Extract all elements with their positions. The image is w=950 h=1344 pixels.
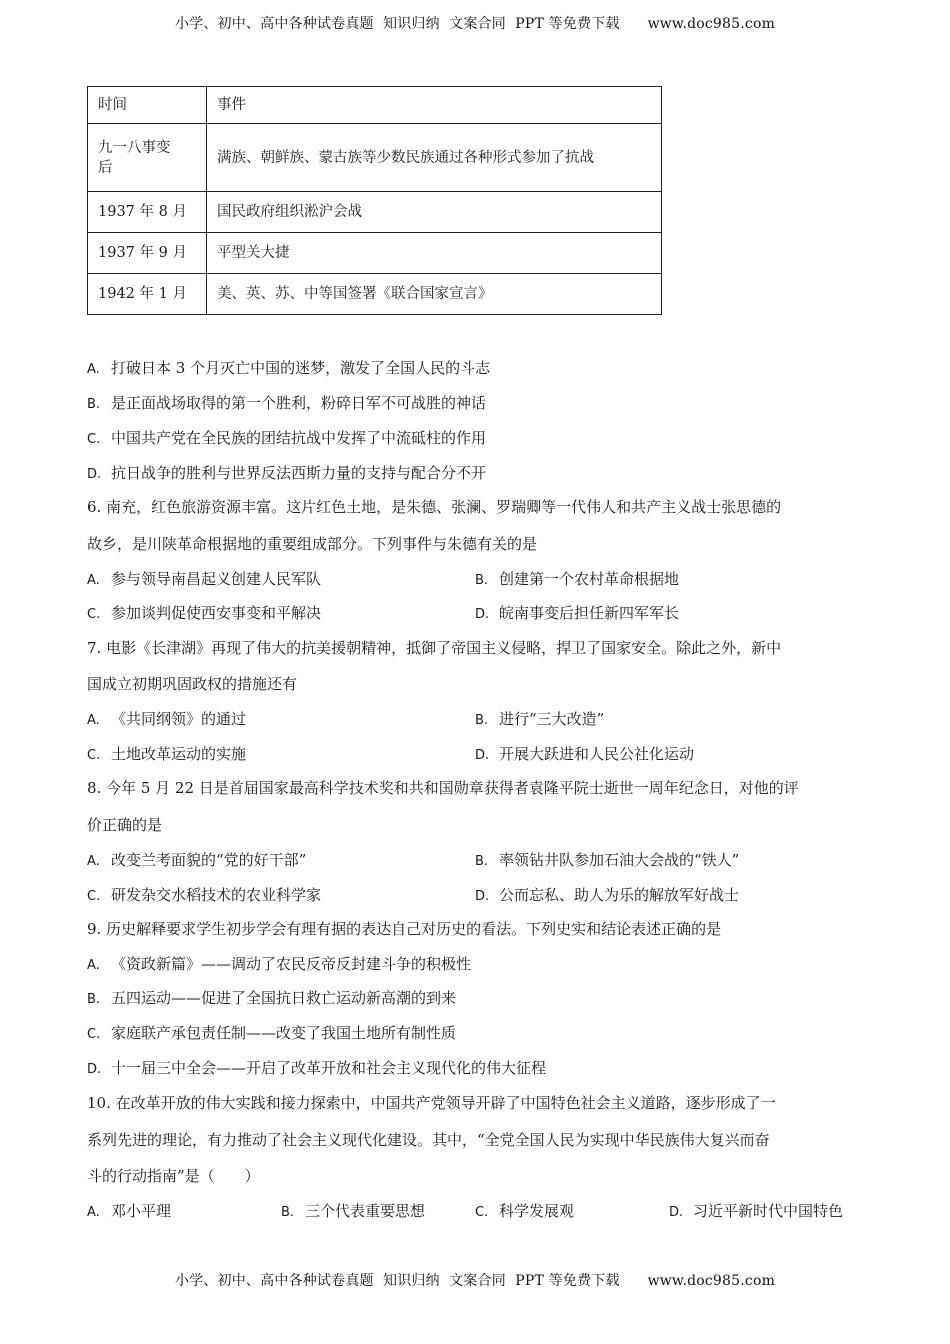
q8-option-c[interactable] xyxy=(87,885,321,907)
option-label: C. xyxy=(87,432,101,447)
option-text: 改变兰考面貌的“党的好干部” xyxy=(111,851,307,869)
q10-option-c[interactable] xyxy=(475,1201,574,1223)
q9-option-a[interactable] xyxy=(87,954,471,976)
option-text: 习近平新时代中国特色 xyxy=(693,1202,844,1220)
option-text: 参加谈判促使西安事变和平解决 xyxy=(111,604,322,622)
option-label: C. xyxy=(87,607,101,622)
option-text: 率领钻井队参加石油大会战的“铁人” xyxy=(499,851,740,869)
q7-stem-line1: 7. 电影《长津湖》再现了伟大的抗美援朝精神，抵御了帝国主义侵略，捍卫了国家安全。除此之外，新中 xyxy=(87,639,782,657)
table-cell-time-line1: 九一八事变 xyxy=(98,139,171,156)
option-label: B. xyxy=(475,854,489,869)
option-text: 开展大跃进和人民公社化运动 xyxy=(499,745,695,763)
events-table xyxy=(87,86,662,315)
table-row xyxy=(88,233,662,274)
option-label: B. xyxy=(87,397,101,412)
option-text: 五四运动——促进了全国抗日救亡运动新高潮的到来 xyxy=(111,989,457,1007)
page-header: 小学、初中、高中各种试卷真题 知识归纳 文案合同 PPT 等免费下载 www.doc985.com xyxy=(174,16,776,32)
q8-stem-line2: 价正确的是 xyxy=(87,816,163,834)
table-header-row xyxy=(88,87,662,124)
option-text: 是正面战场取得的第一个胜利，粉碎日军不可战胜的神话 xyxy=(111,394,487,412)
option-label: D. xyxy=(475,748,490,763)
q9-option-b[interactable] xyxy=(87,988,456,1010)
q5-option-d[interactable] xyxy=(87,463,486,485)
q7-option-d[interactable] xyxy=(475,744,694,766)
option-label: D. xyxy=(87,467,102,482)
option-label: D. xyxy=(475,607,490,622)
table-cell-time: 1942 年 1 月 xyxy=(88,274,207,315)
option-text: 科学发展观 xyxy=(499,1202,575,1220)
option-text: 《共同纲领》的通过 xyxy=(111,710,247,728)
option-text: 打破日本 3 个月灭亡中国的迷梦，激发了全国人民的斗志 xyxy=(111,359,491,377)
option-text: 抗日战争的胜利与世界反法西斯力量的支持与配合分不开 xyxy=(111,464,487,482)
q10-stem-line3: 斗的行动指南”是（ ） xyxy=(87,1167,260,1185)
option-label: A. xyxy=(87,854,100,869)
table-cell-event: 国民政府组织淞沪会战 xyxy=(207,192,662,233)
q6-option-a[interactable] xyxy=(87,569,321,591)
q7-option-b[interactable] xyxy=(475,709,604,731)
table-header-event: 事件 xyxy=(207,87,662,124)
option-label: D. xyxy=(87,1062,102,1077)
option-text: 创建第一个农村革命根据地 xyxy=(499,570,680,588)
option-label: A. xyxy=(87,573,100,588)
option-label: B. xyxy=(87,992,101,1007)
table-row xyxy=(88,192,662,233)
q8-option-b[interactable] xyxy=(475,850,739,872)
option-label: D. xyxy=(669,1205,684,1220)
option-label: B. xyxy=(475,713,489,728)
option-label: C. xyxy=(475,1205,489,1220)
q7-option-c[interactable] xyxy=(87,744,246,766)
option-label: B. xyxy=(281,1205,295,1220)
q7-option-a[interactable] xyxy=(87,709,246,731)
table-cell-time: 1937 年 8 月 xyxy=(88,192,207,233)
table-cell-event: 美、英、苏、中等国签署《联合国家宣言》 xyxy=(207,274,662,315)
q5-option-c[interactable] xyxy=(87,428,486,450)
option-label: C. xyxy=(87,1027,101,1042)
q10-stem-line2: 系列先进的理论，有力推动了社会主义现代化建设。其中，“全党全国人民为实现中华民族伟大复兴而奋 xyxy=(87,1131,770,1149)
q6-option-b[interactable] xyxy=(475,569,679,591)
q9-option-c[interactable] xyxy=(87,1023,456,1045)
q6-stem-line2: 故乡，是川陕革命根据地的重要组成部分。下列事件与朱德有关的是 xyxy=(87,535,538,553)
table-row xyxy=(88,124,662,192)
q8-stem-line1: 8. 今年 5 月 22 日是首届国家最高科学技术奖和共和国勋章获得者袁隆平院士逝世一周年纪念日，对他的评 xyxy=(87,779,799,797)
q9-option-d[interactable] xyxy=(87,1058,546,1080)
table-cell-time: 1937 年 9 月 xyxy=(88,233,207,274)
q5-option-a[interactable] xyxy=(87,358,490,380)
option-text: 三个代表重要思想 xyxy=(305,1202,426,1220)
table-cell-event: 满族、朝鲜族、蒙古族等少数民族通过各种形式参加了抗战 xyxy=(207,124,662,192)
q6-option-c[interactable] xyxy=(87,603,321,625)
page-footer: 小学、初中、高中各种试卷真题 知识归纳 文案合同 PPT 等免费下载 www.doc985.com xyxy=(174,1273,776,1289)
option-label: C. xyxy=(87,889,101,904)
option-text: 《资政新篇》——调动了农民反帝反封建斗争的积极性 xyxy=(111,955,472,973)
q5-option-b[interactable] xyxy=(87,393,486,415)
option-text: 皖南事变后担任新四军军长 xyxy=(499,604,680,622)
option-text: 参与领导南昌起义创建人民军队 xyxy=(111,570,322,588)
table-cell-time xyxy=(88,124,207,192)
option-label: A. xyxy=(87,362,100,377)
option-label: D. xyxy=(475,889,490,904)
q9-stem-line1: 9. 历史解释要求学生初步学会有理有据的表达自己对历史的看法。下列史实和结论表述正确的是 xyxy=(87,920,722,938)
option-label: A. xyxy=(87,958,100,973)
option-label: B. xyxy=(475,573,489,588)
q6-option-d[interactable] xyxy=(475,603,679,625)
q10-option-d[interactable] xyxy=(669,1201,843,1223)
table-row xyxy=(88,274,662,315)
option-text: 进行“三大改造” xyxy=(499,710,605,728)
option-label: A. xyxy=(87,713,100,728)
q6-stem-line1: 6. 南充，红色旅游资源丰富。这片红色土地，是朱德、张澜、罗瑞卿等一代伟人和共产主义战士张思德的 xyxy=(87,498,782,516)
option-text: 中国共产党在全民族的团结抗战中发挥了中流砥柱的作用 xyxy=(111,429,487,447)
table-header-time: 时间 xyxy=(88,87,207,124)
q8-option-d[interactable] xyxy=(475,885,739,907)
option-text: 研发杂交水稻技术的农业科学家 xyxy=(111,886,322,904)
q10-option-b[interactable] xyxy=(281,1201,425,1223)
option-label: A. xyxy=(87,1205,100,1220)
table-cell-event: 平型关大捷 xyxy=(207,233,662,274)
q7-stem-line2: 国成立初期巩固政权的措施还有 xyxy=(87,675,298,693)
q10-option-a[interactable] xyxy=(87,1201,171,1223)
option-label: C. xyxy=(87,748,101,763)
option-text: 土地改革运动的实施 xyxy=(111,745,247,763)
option-text: 邓小平理 xyxy=(111,1202,172,1220)
option-text: 十一届三中全会——开启了改革开放和社会主义现代化的伟大征程 xyxy=(111,1059,547,1077)
table-cell-time-line2: 后 xyxy=(98,159,113,176)
q10-stem-line1: 10. 在改革开放的伟大实践和接力探索中，中国共产党领导开辟了中国特色社会主义道路，逐步形成了一 xyxy=(87,1094,776,1112)
option-text: 家庭联产承包责任制——改变了我国土地所有制性质 xyxy=(111,1024,457,1042)
option-text: 公而忘私、助人为乐的解放军好战士 xyxy=(499,886,740,904)
q8-option-a[interactable] xyxy=(87,850,306,872)
